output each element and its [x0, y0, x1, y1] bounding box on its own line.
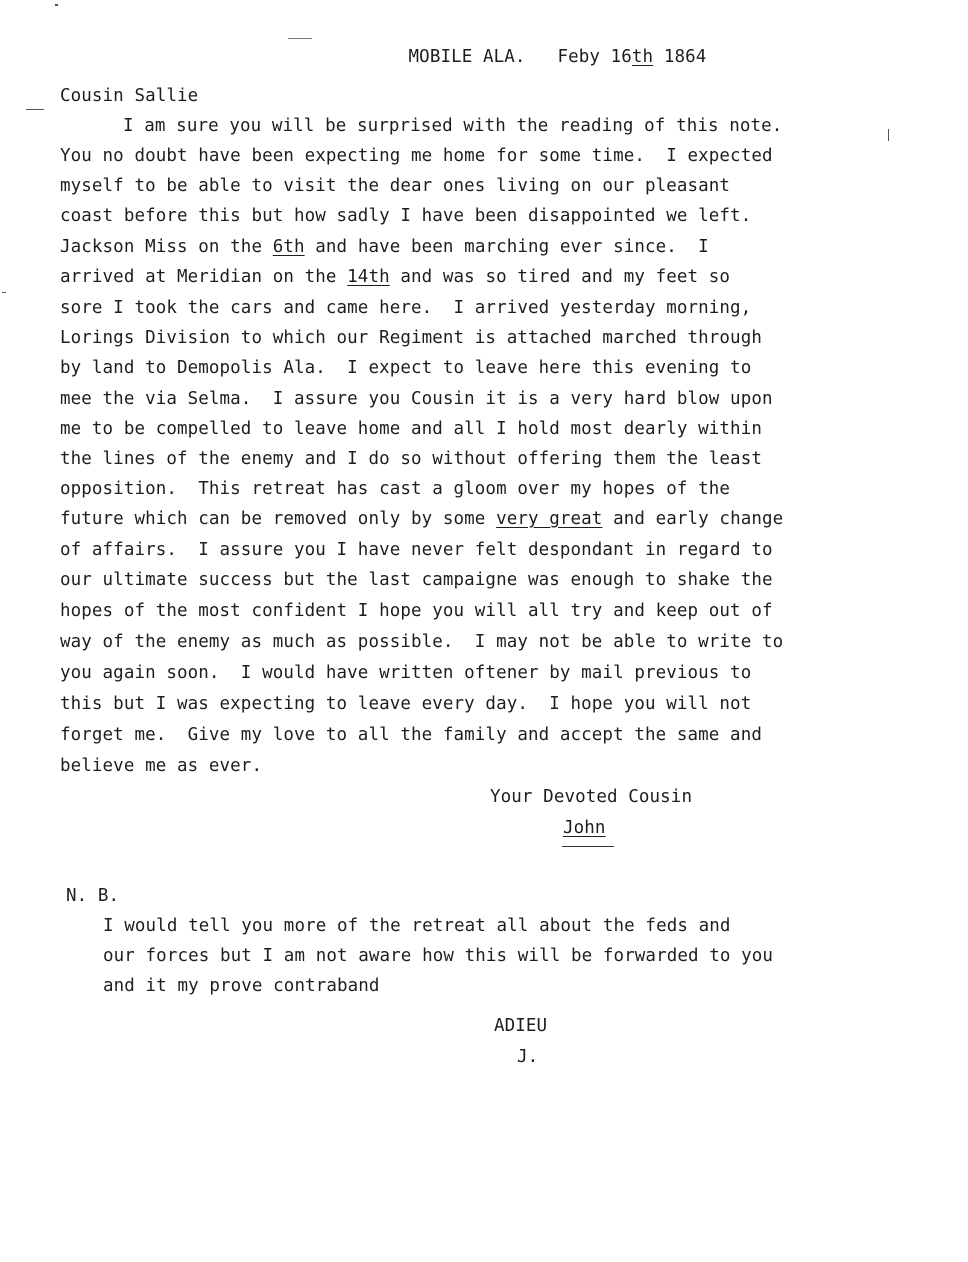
- body-line-12: the lines of the enemy and I do so without offering them the least: [60, 449, 762, 469]
- body-line-3: myself to be able to visit the dear ones living on our pleasant: [60, 176, 731, 196]
- scan-mark-left-1: [26, 109, 44, 110]
- body-line-11: me to be compelled to leave home and all I hold most dearly within: [60, 419, 762, 439]
- signature-rule: [562, 846, 614, 847]
- scan-mark-top: [55, 4, 58, 6]
- body-line-1: I am sure you will be surprised with the reading of this note.: [123, 116, 783, 136]
- salutation: Cousin Sallie: [60, 86, 199, 106]
- closing-initial: J.: [517, 1047, 539, 1067]
- adieu: ADIEU: [494, 1016, 548, 1036]
- signature: John: [563, 818, 606, 838]
- scan-mark-header: [288, 38, 312, 39]
- body-line-17: hopes of the most confident I hope you will all try and keep out of: [60, 601, 773, 621]
- body-line-19: you again soon. I would have written oftener by mail previous to: [60, 663, 752, 683]
- closing-line: Your Devoted Cousin: [490, 787, 693, 807]
- letter-heading: [366, 24, 706, 90]
- body-line-20: this but I was expecting to leave every day. I hope you will not: [60, 694, 752, 714]
- heading-place: MOBILE ALA.: [408, 47, 526, 67]
- scan-mark-left-2: [2, 292, 6, 293]
- scan-mark-right: [888, 129, 889, 141]
- body-line-22: believe me as ever.: [60, 756, 263, 776]
- body-line-6: arrived at Meridian on the 14th and was so tired and my feet so: [60, 267, 731, 287]
- heading-date: Feby 16th 1864: [557, 47, 707, 67]
- body-line-14: future which can be removed only by some very great and early change: [60, 509, 784, 529]
- body-line-18: way of the enemy as much as possible. I may not be able to write to: [60, 632, 784, 652]
- postscript-line-1: I would tell you more of the retreat all about the feds and: [103, 916, 731, 936]
- postscript-line-2: our forces but I am not aware how this will be forwarded to you: [103, 946, 774, 966]
- body-line-15: of affairs. I assure you I have never felt despondant in regard to: [60, 540, 773, 560]
- body-line-5: Jackson Miss on the 6th and have been marching ever since. I: [60, 237, 709, 257]
- postscript-line-3: and it my prove contraband: [103, 976, 380, 996]
- postscript-label: N. B.: [66, 886, 120, 906]
- body-line-9: by land to Demopolis Ala. I expect to leave here this evening to: [60, 358, 752, 378]
- body-line-13: opposition. This retreat has cast a gloom over my hopes of the: [60, 479, 731, 499]
- body-line-4: coast before this but how sadly I have been disappointed we left.: [60, 206, 752, 226]
- body-line-16: our ultimate success but the last campaigne was enough to shake the: [60, 570, 773, 590]
- body-line-7: sore I took the cars and came here. I arrived yesterday morning,: [60, 298, 752, 318]
- body-line-10: mee the via Selma. I assure you Cousin it is a very hard blow upon: [60, 389, 773, 409]
- body-line-21: forget me. Give my love to all the family and accept the same and: [60, 725, 762, 745]
- body-line-2: You no doubt have been expecting me home for some time. I expected: [60, 146, 773, 166]
- body-line-8: Lorings Division to which our Regiment is attached marched through: [60, 328, 762, 348]
